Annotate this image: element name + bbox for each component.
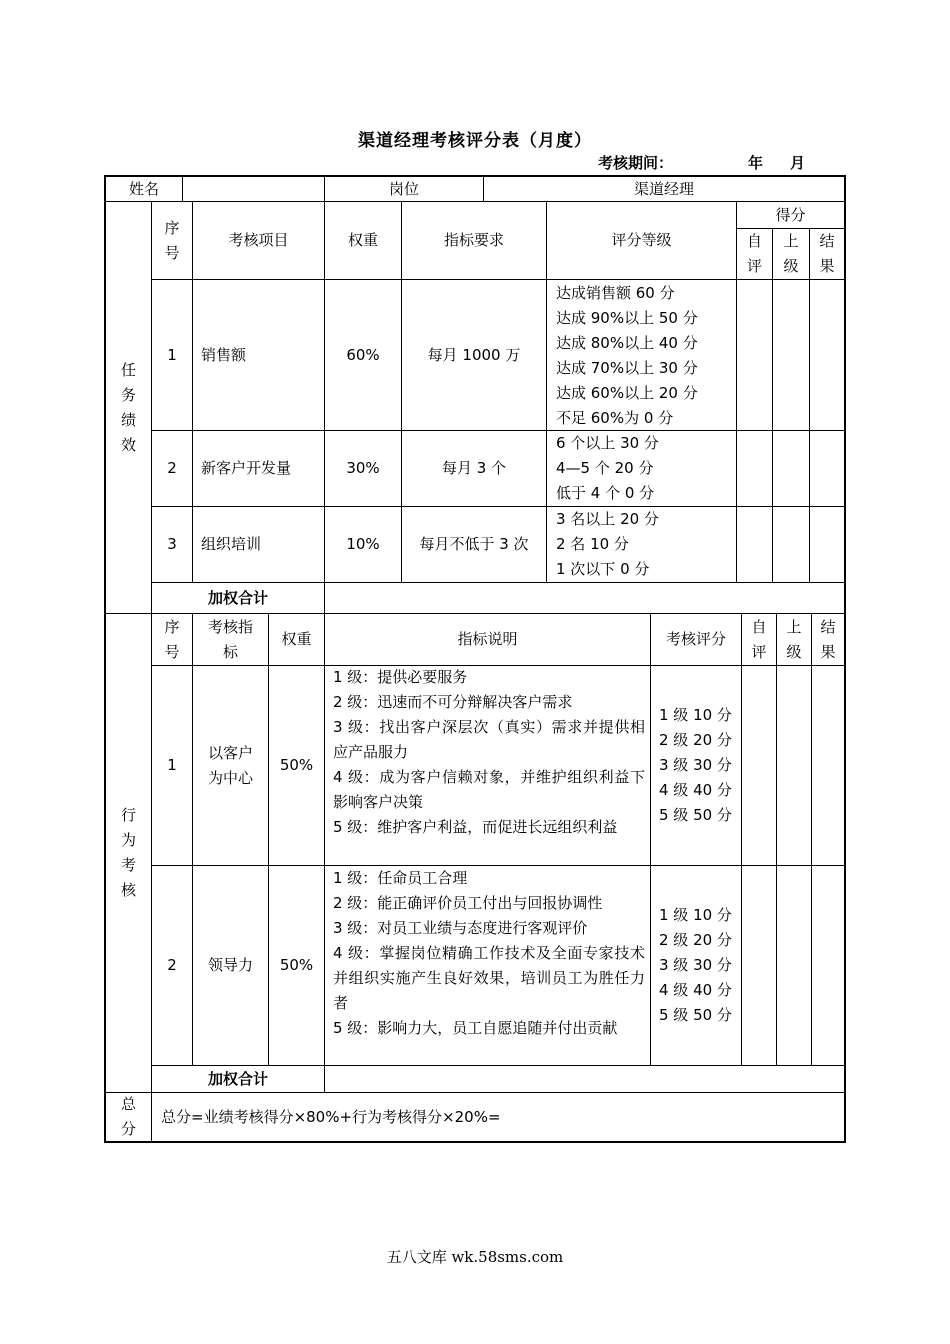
behavior-row-seq: 1 bbox=[167, 756, 177, 774]
grid-line bbox=[776, 613, 777, 1066]
task-col-seq: 序 号 bbox=[164, 218, 180, 262]
behavior-col-seq: 序 号 bbox=[164, 617, 180, 661]
task-total-label: 加权合计 bbox=[207, 588, 268, 607]
grading-line: 达成 60%以上 20 分 bbox=[556, 384, 698, 402]
position-label: 岗位 bbox=[388, 179, 419, 198]
rating-line: 3 级 30 分 bbox=[659, 756, 732, 774]
behavior-col-indicator: 考核指 标 bbox=[207, 617, 253, 661]
total-label: 总 分 bbox=[120, 1095, 136, 1138]
position-value: 渠道经理 bbox=[633, 179, 694, 198]
behavior-row-indicator: 领导力 bbox=[207, 956, 253, 974]
task-col-weight: 权重 bbox=[347, 231, 378, 249]
footer-watermark: 五八文库 wk.58sms.com bbox=[386, 1248, 564, 1266]
grading-line: 不足 60%为 0 分 bbox=[556, 409, 674, 427]
grading-line: 达成销售额 60 分 bbox=[556, 284, 675, 302]
behavior-row-weight: 50% bbox=[279, 756, 314, 774]
grading-line: 达成 90%以上 50 分 bbox=[556, 309, 698, 327]
behavior-total-label: 加权合计 bbox=[207, 1069, 268, 1088]
grading-line: 1 次以下 0 分 bbox=[556, 560, 650, 578]
grading-line: 3 名以上 20 分 bbox=[556, 510, 659, 528]
task-row-seq: 1 bbox=[167, 345, 177, 364]
grading-line: 6 个以上 30 分 bbox=[556, 434, 659, 452]
page-title: 渠道经理考核评分表（月度） bbox=[358, 131, 592, 151]
task-col-item: 考核项目 bbox=[228, 231, 289, 249]
behavior-row-description: 1 级：任命员工合理 2 级：能正确评价员工付出与回报协调性 3 级：对员工业绩与态度进行客观评价 4 级：掌握岗位精确工作技术及全面专家技术并组织实施产生良好效果，培训员工为胜任力者 5 级：影响力大，员工自愿追随并付出贡献 bbox=[333, 869, 645, 1037]
task-row-item: 组织培训 bbox=[201, 535, 262, 553]
task-row-seq: 2 bbox=[167, 459, 177, 477]
rating-line: 5 级 50 分 bbox=[659, 1006, 732, 1024]
task-row-weight: 60% bbox=[346, 345, 380, 364]
task-row-seq: 3 bbox=[167, 535, 177, 553]
behavior-col-description: 指标说明 bbox=[457, 630, 518, 648]
grading-line: 达成 80%以上 40 分 bbox=[556, 334, 698, 352]
grading-line: 2 名 10 分 bbox=[556, 535, 629, 553]
task-col-score: 得分 bbox=[775, 205, 806, 224]
behavior-row-description: 1 级：提供必要服务 2 级：迅速而不可分辩解决客户需求 3 级：找出客户深层次（真实）需求并提供相应产品服力 4 级：成为客户信赖对象，并维护组织利益下影响客户决策 5 级：维护客户利益，而促进长远组织利益 bbox=[333, 668, 645, 836]
rating-line: 1 级 10 分 bbox=[659, 706, 732, 724]
task-row-item: 新客户开发量 bbox=[201, 459, 292, 477]
grid-line bbox=[650, 613, 651, 1066]
task-row-requirement: 每月 1000 万 bbox=[427, 345, 521, 364]
total-formula: 总分=业绩考核得分×80%+行为考核得分×20%= bbox=[161, 1107, 501, 1126]
behavior-col-weight: 权重 bbox=[281, 630, 312, 648]
task-col-requirement: 指标要求 bbox=[443, 231, 504, 249]
task-col-self: 自 评 bbox=[746, 232, 762, 275]
rating-line: 2 级 20 分 bbox=[659, 731, 732, 749]
grading-line: 达成 70%以上 30 分 bbox=[556, 359, 698, 377]
grid-line bbox=[811, 613, 812, 1066]
task-row-requirement: 每月 3 个 bbox=[441, 459, 507, 477]
task-row-requirement: 每月不低于 3 次 bbox=[419, 535, 529, 553]
grid-line bbox=[324, 613, 325, 1093]
grid-line bbox=[809, 228, 810, 583]
name-value[interactable] bbox=[183, 177, 324, 201]
behavior-col-self: 自 评 bbox=[751, 617, 767, 661]
behavior-col-rating: 考核评分 bbox=[665, 630, 726, 648]
task-col-superior: 上 级 bbox=[783, 232, 799, 275]
task-row-weight: 30% bbox=[346, 459, 380, 477]
rating-line: 2 级 20 分 bbox=[659, 931, 732, 949]
behavior-row-indicator: 以客户 为中心 bbox=[207, 743, 253, 787]
behavior-col-result: 结 果 bbox=[820, 617, 836, 661]
grid-line bbox=[772, 228, 773, 583]
rating-line: 1 级 10 分 bbox=[659, 906, 732, 924]
period-label: 考核期间： bbox=[598, 154, 674, 172]
behavior-row-weight: 50% bbox=[279, 956, 314, 974]
rating-line: 4 级 40 分 bbox=[659, 981, 732, 999]
task-col-result: 结 果 bbox=[819, 232, 835, 275]
rating-line: 5 级 50 分 bbox=[659, 806, 732, 824]
grid-line bbox=[741, 613, 742, 1066]
behavior-col-superior: 上 级 bbox=[786, 617, 802, 661]
grading-line: 低于 4 个 0 分 bbox=[556, 484, 655, 502]
task-section-label: 任 务 绩 效 bbox=[120, 360, 136, 454]
task-row-weight: 10% bbox=[346, 535, 380, 553]
period-year: 年 bbox=[748, 154, 764, 172]
behavior-row-seq: 2 bbox=[167, 956, 177, 974]
task-col-grading: 评分等级 bbox=[611, 231, 672, 249]
period-month: 月 bbox=[790, 154, 806, 172]
rating-line: 4 级 40 分 bbox=[659, 781, 732, 799]
behavior-section-label: 行 为 考 核 bbox=[120, 806, 136, 899]
grading-line: 4—5 个 20 分 bbox=[556, 459, 654, 477]
rating-line: 3 级 30 分 bbox=[659, 956, 732, 974]
name-label: 姓名 bbox=[128, 179, 159, 198]
task-row-item: 销售额 bbox=[201, 345, 247, 364]
